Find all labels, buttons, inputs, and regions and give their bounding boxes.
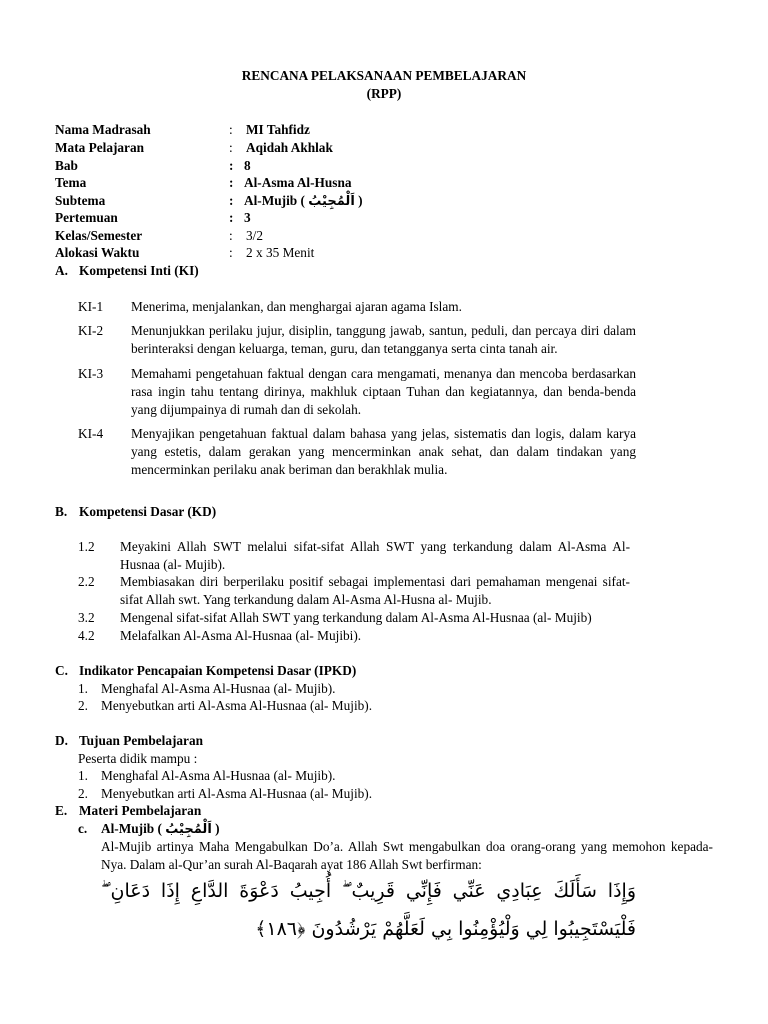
- list-item: [78, 697, 372, 715]
- kd-text: Membiasakan diri berperilaku positif sebagai implementasi dari pemahaman mengenai sifat-sifat Allah swt. Yang terkandung dalam Al-Asma Al-Husna al- Mujib.: [120, 574, 630, 607]
- list-item: [78, 767, 336, 785]
- sub-title: Al-Mujib (: [101, 821, 162, 836]
- kd-code: 1.2: [78, 539, 95, 554]
- identity-colon: :: [229, 158, 234, 173]
- identity-label: Nama Madrasah: [55, 122, 151, 137]
- identity-colon: :: [229, 245, 233, 260]
- identity-value: 8: [244, 158, 251, 173]
- ki-item: [78, 298, 636, 316]
- ki-text: Memahami pengetahuan faktual dengan cara mengamati, menanya dan mencoba berdasarkan rasa ingin tahu tentang dirinya, makhluk ciptaan Tuhan dan kegiatannya, dan benda-benda yang dijumpainya di rumah dan di sekolah.: [131, 366, 636, 417]
- identity-colon: :: [229, 193, 234, 208]
- identity-label: Alokasi Waktu: [55, 245, 140, 260]
- document-subtitle: (RPP): [366, 86, 402, 101]
- ki-code: KI-2: [78, 323, 104, 338]
- ki-item: [78, 322, 636, 358]
- identity-label: Kelas/Semester: [55, 228, 143, 243]
- ki-item: [78, 365, 636, 419]
- kd-item: [78, 627, 630, 645]
- subtema-latin: Al-Mujib (: [244, 193, 305, 208]
- identity-colon: :: [229, 175, 234, 190]
- identity-label: Bab: [55, 158, 78, 173]
- ki-code: KI-1: [78, 299, 104, 314]
- ki-item: [78, 425, 636, 479]
- identity-value: 3: [244, 210, 251, 225]
- list-number: 2.: [78, 786, 88, 801]
- section-title: Materi Pembelajaran: [79, 803, 202, 818]
- kd-code: 3.2: [78, 610, 95, 625]
- materi-paragraph: Al-Mujib artinya Maha Mengabulkan Do’a. Allah Swt mengabulkan doa orang-orang yang memohon kepada-Nya. Dalam al-Qur’an surah Al-Baqarah ayat 186 Allah Swt berfirman:: [101, 839, 713, 872]
- list-number: 1.: [78, 768, 88, 783]
- kd-item: [78, 609, 630, 627]
- ki-code: KI-4: [78, 426, 104, 441]
- section-letter: A.: [55, 263, 68, 278]
- subtema-arabic: اَلْمُجِيْبُ: [308, 194, 355, 209]
- ki-text: Menyajikan pengetahuan faktual dalam bahasa yang jelas, sistematis dan logis, dalam karya yang estetis, dalam gerakan yang mencerminkan anak sehat, dan dalam tindakan yang mencerminkan perilaku anak beriman dan berakhlak mulia.: [131, 426, 636, 477]
- kd-item: [78, 573, 630, 609]
- identity-label: Tema: [55, 175, 87, 190]
- identity-value: Al-Asma Al-Husna: [244, 175, 352, 190]
- identity-label: Subtema: [55, 193, 106, 208]
- identity-value: 3/2: [246, 228, 263, 243]
- identity-label: Mata Pelajaran: [55, 140, 144, 155]
- ki-text: Menunjukkan perilaku jujur, disiplin, tanggung jawab, santun, peduli, dan percaya diri dalam berinteraksi dengan keluarga, teman, guru, dan tetangganya serta cinta tanah air.: [131, 323, 636, 356]
- section-letter: D.: [55, 733, 68, 748]
- section-b-heading: [55, 503, 216, 521]
- kd-code: 2.2: [78, 574, 95, 589]
- list-number: 2.: [78, 698, 88, 713]
- list-text: Menghafal Al-Asma Al-Husnaa (al- Mujib).: [101, 768, 336, 783]
- kd-code: 4.2: [78, 628, 95, 643]
- section-title: Tujuan Pembelajaran: [79, 733, 203, 748]
- identity-value: MI Tahfidz: [246, 122, 310, 137]
- sub-title-close: ): [215, 821, 220, 836]
- kd-text: Meyakini Allah SWT melalui sifat-sifat Allah SWT yang terkandung dalam Al-Asma Al-Husnaa (al- Mujib).: [120, 539, 630, 572]
- materi-subheading: [78, 820, 220, 839]
- identity-value: 2 x 35 Menit: [246, 245, 315, 260]
- section-letter: E.: [55, 803, 68, 818]
- list-text: Menyebutkan arti Al-Asma Al-Husnaa (al- Mujib).: [101, 698, 373, 713]
- kd-text: Melafalkan Al-Asma Al-Husnaa (al- Mujibi).: [120, 628, 362, 643]
- section-title: Indikator Pencapaian Kompetensi Dasar (IPKD): [79, 663, 357, 678]
- identity-value: [244, 192, 363, 211]
- identity-value: Aqidah Akhlak: [246, 140, 333, 155]
- list-text: Menghafal Al-Asma Al-Husnaa (al- Mujib).: [101, 681, 336, 696]
- section-title: Kompetensi Dasar (KD): [79, 504, 217, 519]
- section-title: Kompetensi Inti (KI): [79, 263, 199, 278]
- section-d-heading: [55, 732, 203, 750]
- identity-colon: :: [229, 210, 234, 225]
- tujuan-intro: Peserta didik mampu :: [78, 751, 198, 766]
- list-text: Menyebutkan arti Al-Asma Al-Husnaa (al- Mujib).: [101, 786, 373, 801]
- identity-colon: :: [229, 122, 233, 137]
- section-a-heading: [55, 262, 199, 280]
- list-item: [78, 785, 372, 803]
- section-letter: C.: [55, 663, 68, 678]
- ki-code: KI-3: [78, 366, 104, 381]
- subtema-close: ): [358, 193, 363, 208]
- section-letter: B.: [55, 504, 68, 519]
- identity-colon: :: [229, 140, 233, 155]
- ki-text: Menerima, menjalankan, dan menghargai ajaran agama Islam.: [131, 299, 462, 314]
- section-c-heading: [55, 662, 356, 680]
- list-item: [78, 680, 336, 698]
- sub-letter: c.: [78, 821, 88, 836]
- identity-label: Pertemuan: [55, 210, 118, 225]
- quran-verse-al-baqarah-186: وَإِذَا سَأَلَكَ عِبَادِي عَنِّي فَإِنِّي قَرِيبٌ ۖ أُجِيبُ دَعْوَةَ الدَّاعِ إِذَا دَعَانِ ۖ فَلْيَسْتَجِيبُوا لِي وَلْيُؤْمِنُوا بِي لَعَلَّهُمْ يَرْشُدُونَ ﴿١٨٦﴾: [101, 880, 636, 940]
- kd-text: Mengenal sifat-sifat Allah SWT yang terkandung dalam Al-Asma Al-Husnaa (al- Mujib): [120, 610, 592, 625]
- section-e-heading: [55, 802, 201, 820]
- identity-colon: :: [229, 228, 233, 243]
- list-number: 1.: [78, 681, 88, 696]
- document-title: RENCANA PELAKSANAAN PEMBELAJARAN: [241, 68, 527, 83]
- sub-title-arabic: اَلْمُجِيْبُ: [165, 822, 212, 837]
- kd-item: [78, 538, 630, 574]
